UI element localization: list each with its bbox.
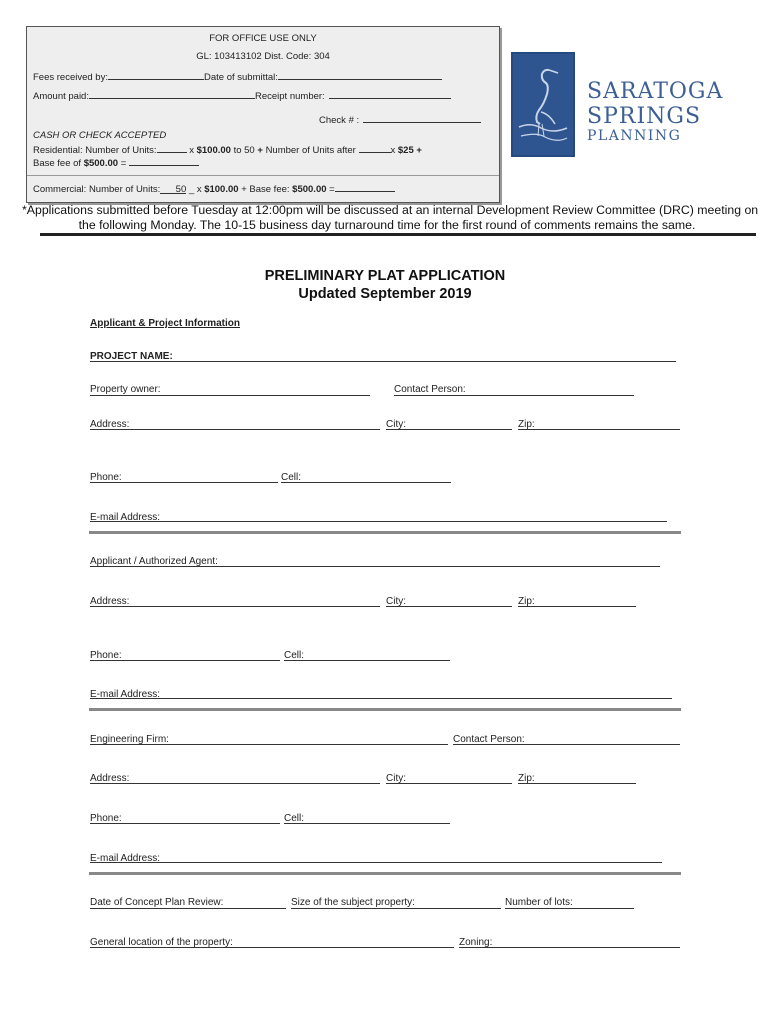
zoning-field[interactable]	[459, 947, 680, 948]
owner-zip-label: Zip:	[518, 419, 535, 430]
engineer-contact-label: Contact Person:	[453, 734, 525, 745]
residential-x: x	[189, 145, 194, 156]
agent-zip-label: Zip:	[518, 596, 535, 607]
commercial-rate: $100.00	[204, 184, 239, 195]
agent-city-label: City:	[386, 596, 406, 607]
agent-phone-label: Phone:	[90, 650, 122, 661]
engineer-address-field[interactable]	[90, 783, 380, 784]
check-number-label: Check # :	[319, 115, 360, 126]
check-row	[319, 113, 481, 126]
contact-person-field[interactable]	[394, 395, 634, 396]
commercial-eq: =	[329, 184, 335, 195]
engineer-phone-field[interactable]	[90, 823, 280, 824]
agent-email-field[interactable]	[90, 698, 672, 699]
commercial-row	[33, 182, 395, 195]
general-location-label: General location of the property:	[90, 937, 233, 948]
fees-received-field[interactable]	[108, 70, 204, 80]
property-size-label: Size of the subject property:	[291, 897, 415, 908]
section-divider	[89, 872, 681, 875]
residential-units-field[interactable]	[157, 143, 187, 153]
property-owner-label: Property owner:	[90, 384, 161, 395]
engineer-address-label: Address:	[90, 773, 130, 784]
owner-city-label: City:	[386, 419, 406, 430]
residential-units-after-field[interactable]	[359, 143, 391, 153]
residential-plus2: +	[416, 145, 422, 156]
residential-row	[33, 143, 422, 156]
date-submittal-field[interactable]	[278, 70, 442, 80]
section-divider	[89, 531, 681, 534]
agent-address-field[interactable]	[90, 606, 380, 607]
contact-person-label: Contact Person:	[394, 384, 466, 395]
agent-cell-field[interactable]	[284, 660, 450, 661]
engineer-email-field[interactable]	[90, 862, 662, 863]
zoning-label: Zoning:	[459, 937, 493, 948]
commercial-base-label: Base fee:	[249, 184, 290, 195]
form-title: PRELIMINARY PLAT APPLICATION	[264, 268, 506, 284]
commercial-units-field[interactable]	[160, 184, 186, 194]
owner-phone-label: Phone:	[90, 472, 122, 483]
number-lots-label: Number of lots:	[505, 897, 573, 908]
fees-received-row	[33, 70, 442, 83]
section-divider	[89, 708, 681, 711]
owner-email-field[interactable]	[90, 521, 667, 522]
commercial-underscore: _	[188, 184, 195, 195]
amount-paid-label: Amount paid:	[33, 91, 89, 102]
check-number-field[interactable]	[363, 113, 481, 123]
applicant-agent-field[interactable]	[90, 566, 660, 567]
residential-label: Residential: Number of Units:	[33, 145, 157, 156]
engineer-email-label: E-mail Address:	[90, 853, 161, 864]
owner-address-label: Address:	[90, 419, 130, 430]
engineer-city-field[interactable]	[386, 783, 512, 784]
property-owner-field[interactable]	[90, 395, 370, 396]
agent-city-field[interactable]	[386, 606, 512, 607]
project-name-label: PROJECT NAME:	[90, 351, 173, 362]
residential-plus: +	[257, 145, 263, 156]
residential-units-after-label: Number of Units after	[265, 145, 356, 156]
base-fee-total-field[interactable]	[129, 156, 199, 166]
amount-paid-field[interactable]	[89, 89, 255, 99]
office-heading: FOR OFFICE USE ONLY	[209, 33, 317, 44]
agent-zip-field[interactable]	[518, 606, 636, 607]
agent-address-label: Address:	[90, 596, 130, 607]
cash-check-note: CASH OR CHECK ACCEPTED	[33, 130, 167, 141]
engineer-cell-label: Cell:	[284, 813, 305, 824]
fees-received-label: Fees received by:	[33, 72, 108, 83]
commercial-plus: +	[241, 184, 247, 195]
notice-rule	[40, 233, 756, 236]
amount-paid-row	[33, 89, 451, 102]
commercial-total-field[interactable]	[335, 182, 395, 192]
applicant-agent-label: Applicant / Authorized Agent:	[90, 556, 218, 567]
commercial-x: x	[196, 184, 202, 195]
drc-notice	[22, 203, 759, 233]
gl-line: GL: 103413102 Dist. Code: 304	[196, 51, 330, 62]
date-submittal-label: Date of submittal:	[203, 72, 278, 83]
notice-line-1: *Applications submitted before Tuesday at 12:00pm will be discussed at an internal Development Review Committee (DRC) meeting on	[22, 203, 759, 217]
agent-cell-label: Cell:	[284, 650, 305, 661]
engineer-contact-field[interactable]	[453, 744, 680, 745]
office-use-box	[26, 26, 500, 203]
commercial-label: Commercial: Number of Units:	[33, 184, 161, 195]
heron-logo-icon	[511, 52, 575, 157]
residential-x2: x	[390, 145, 396, 156]
logo-planning: PLANNING	[587, 128, 682, 144]
number-lots-field[interactable]	[505, 908, 634, 909]
agent-email-label: E-mail Address:	[90, 689, 161, 700]
residential-rate2: $25	[397, 145, 414, 156]
logo-springs: SPRINGS	[587, 104, 702, 129]
form-subtitle: Updated September 2019	[298, 286, 472, 302]
owner-cell-label: Cell:	[281, 472, 302, 483]
engineer-city-label: City:	[386, 773, 406, 784]
office-box-separator	[27, 175, 499, 176]
base-fee-row	[33, 156, 199, 169]
residential-rate: $100.00	[196, 145, 231, 156]
owner-address-field[interactable]	[90, 429, 380, 430]
base-fee-label: Base fee of	[33, 158, 82, 169]
concept-review-label: Date of Concept Plan Review:	[90, 897, 224, 908]
engineer-cell-field[interactable]	[284, 823, 450, 824]
section-heading: Applicant & Project Information	[90, 318, 241, 329]
receipt-number-field[interactable]	[329, 89, 451, 99]
concept-review-field[interactable]	[90, 908, 286, 909]
notice-line-2: the following Monday. The 10-15 business day turnaround time for the first round of comments remains the same.	[78, 218, 696, 232]
agent-phone-field[interactable]	[90, 660, 280, 661]
owner-cell-field[interactable]	[281, 482, 451, 483]
owner-city-field[interactable]	[386, 429, 512, 430]
commercial-base-value: $500.00	[292, 184, 327, 195]
engineer-zip-label: Zip:	[518, 773, 535, 784]
project-name-field[interactable]	[90, 361, 676, 362]
residential-to-50: to 50	[233, 145, 255, 156]
general-location-field[interactable]	[90, 947, 454, 948]
engineer-zip-field[interactable]	[518, 783, 636, 784]
engineering-firm-label: Engineering Firm:	[90, 734, 169, 745]
receipt-number-label: Receipt number:	[254, 91, 325, 102]
engineering-firm-field[interactable]	[90, 744, 448, 745]
owner-email-label: E-mail Address:	[90, 512, 161, 523]
owner-zip-field[interactable]	[518, 429, 680, 430]
logo-saratoga: SARATOGA	[587, 79, 724, 104]
base-fee-eq: =	[120, 158, 127, 169]
property-size-field[interactable]	[291, 908, 501, 909]
engineer-phone-label: Phone:	[90, 813, 122, 824]
owner-phone-field[interactable]	[90, 482, 278, 483]
base-fee-value: $500.00	[83, 158, 119, 169]
commercial-units-value: 50	[175, 184, 187, 195]
